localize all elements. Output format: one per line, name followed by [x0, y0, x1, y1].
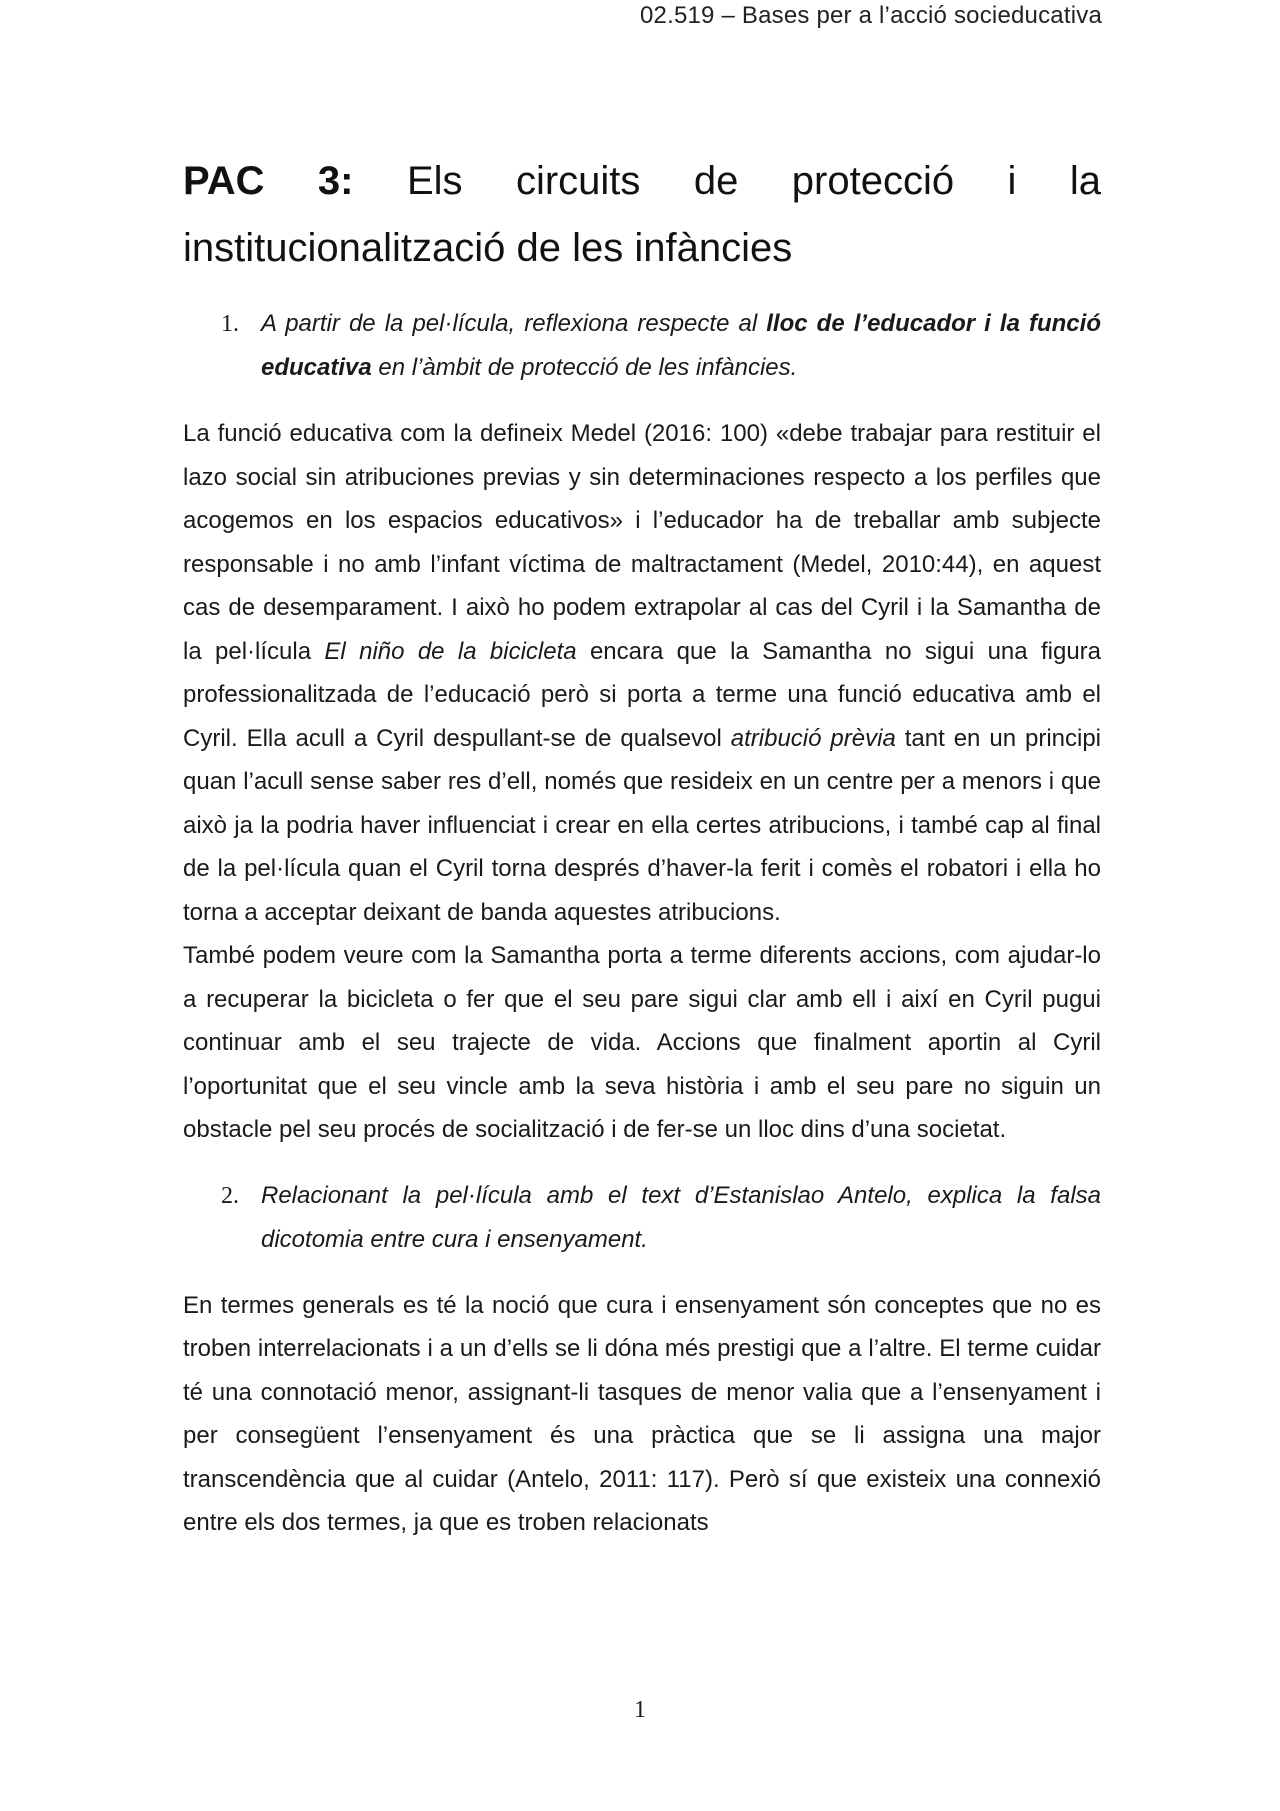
question-text-part: en l’àmbit de protecció de les infàncies.: [371, 354, 798, 381]
paragraph-text: tant en un principi quan l’acull sense saber res d’ell, només que resideix en un centre per a menors i que això ja la podria haver influenciat i crear en ella certes atribucions, i també cap al final de la pel·lícula quan el Cyril torna després d’haver-la ferit i comès el robatori i ella ho torna a acceptar deixant de banda aquestes atribucions.: [183, 724, 1102, 926]
question-text: [261, 302, 1101, 390]
page-title: [183, 148, 1101, 282]
question-text-part: A partir de la pel·lícula, reflexiona respecte al: [261, 310, 767, 337]
film-title: El niño de la bicicleta: [324, 637, 577, 665]
question-number: 1.: [221, 311, 239, 337]
page-content: [183, 148, 1101, 1545]
answer-1-paragraph-2: També podem veure com la Samantha porta a terme diferents accions, com ajudar-lo a recuperar la bicicleta o fer que el seu pare sigui clar amb ell i així en Cyril pugui continuar amb el seu trajecte de vida. Accions que finalment aportin al Cyril l’oportunitat que el seu vincle amb la seva història i amb el seu pare no siguin un obstacle pel seu procés de socialització i de fer-se un lloc dins d’una societat.: [183, 942, 1101, 1143]
paragraph-text: La funció educativa com la defineix Medel (2016: 100) «debe trabajar para restituir el lazo social sin atribuciones previas y sin determinaciones respecto a los perfiles que acogemos en los espacios educativos» i l’educador ha de treballar amb subjecte responsable i no amb l’infant víctima de maltractament (Medel, 2010:44), en aquest cas de desemparament. I això ho podem extrapolar al cas del Cyril i la Samantha de la pel·lícula: [183, 420, 1101, 665]
question-1: [183, 302, 1101, 390]
title-text: Els circuits de protecció i la institucionalització de les infàncies: [183, 159, 1101, 270]
question-2: [183, 1174, 1101, 1262]
question-text: Relacionant la pel·lícula amb el text d’Estanislao Antelo, explica la falsa dicotomia entre cura i ensenyament.: [261, 1181, 1101, 1253]
question-emphasis: lloc de l’educador i la funció educativa: [261, 310, 1101, 381]
title-prefix: PAC 3:: [183, 159, 354, 203]
running-header: 02.519 – Bases per a l’acció socieducativa: [639, 2, 1102, 29]
page-number: 1: [634, 1697, 646, 1723]
paragraph-text: encara que la Samantha no sigui una figura professionalitzada de l’educació però si porta a terme una funció educativa amb el Cyril. Ella acull a Cyril despullant-se de qualsevol: [183, 637, 1102, 752]
question-number: 2.: [221, 1182, 239, 1209]
answer-2-paragraph-1: En termes generals es té la noció que cura i ensenyament són conceptes que no es troben interrelacionats i a un d’ells se li dóna més prestigi que a l’altre. El terme cuidar té una connotació menor, assignant-li tasques de menor valia que a l’ensenyament i per consegüent l’ensenyament és una pràctica que se li assigna una major transcendència que al cuidar (Antelo, 2011: 117). Però sí que existeix una connexió entre els dos termes, ja que es troben relacionats: [183, 1291, 1101, 1536]
italic-term: atribució prèvia: [730, 724, 896, 752]
answer-1-paragraph-1: [183, 412, 1101, 934]
